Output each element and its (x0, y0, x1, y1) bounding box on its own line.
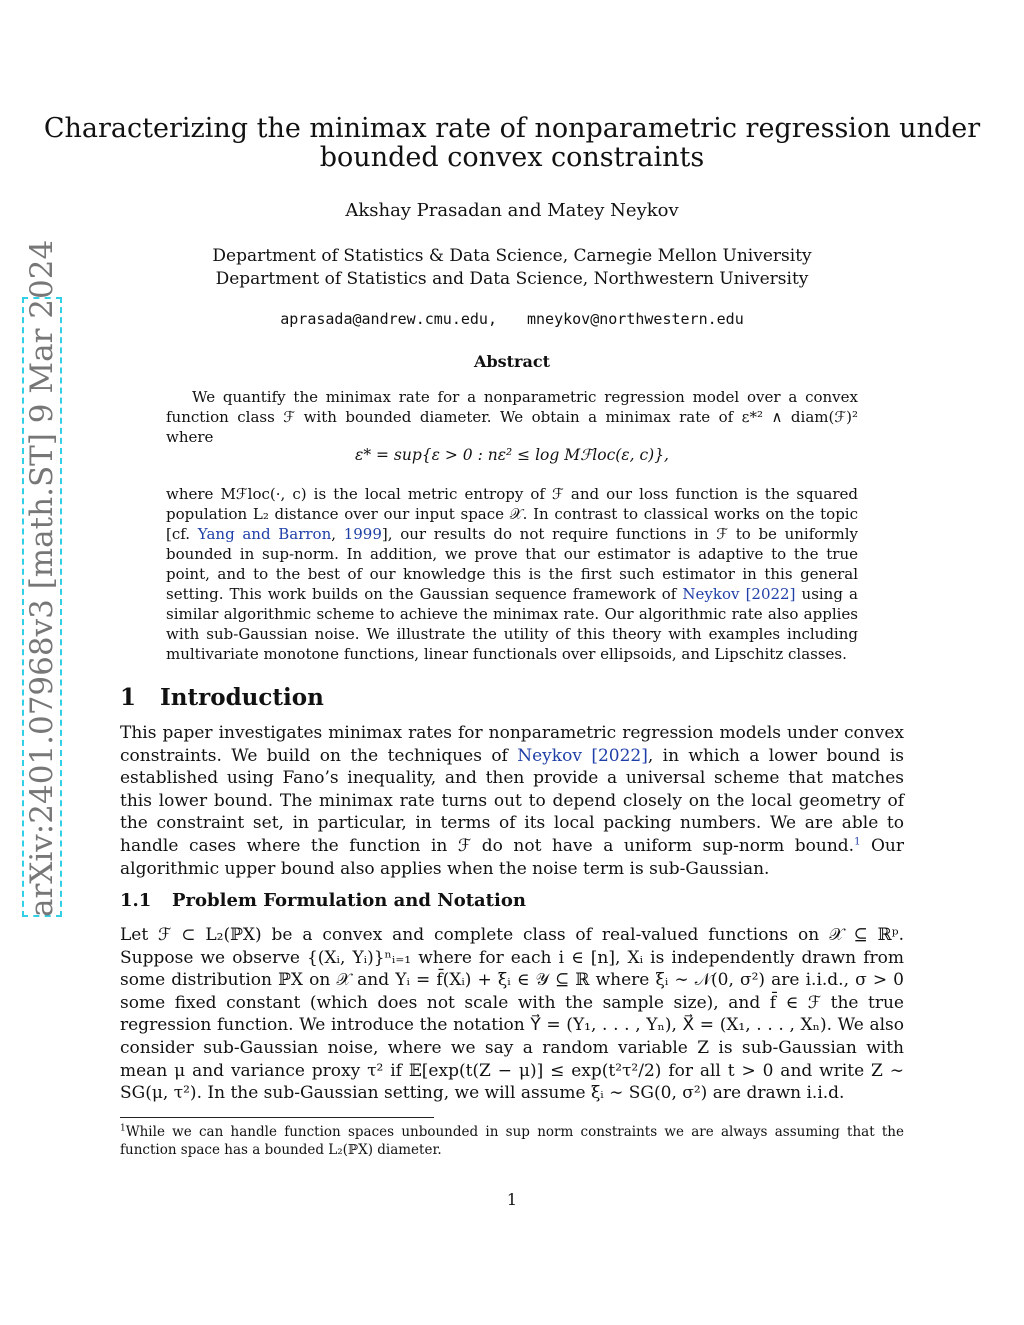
emails (0, 310, 1024, 328)
section-1-1-heading (120, 890, 526, 911)
footnote-ref-1[interactable]: 1 (854, 836, 861, 848)
abstract-text-c: using a similar algorithmic scheme to achieve the minimax rate. Our algorithmic rate also applies with sub-Gaussian noise. We illustrate the utility of this theory with examples including multivariate monotone functions, linear functionals over ellipsoids, and Lipschitz classes. (166, 585, 858, 663)
arxiv-id[interactable]: arXiv:2401.07968v3 [math.ST] 9 Mar 2024 (24, 239, 60, 917)
abstract-para-2: where Mℱloc(·, c) is the local metric entropy of ℱ and our loss function is the squared population L₂ distance over our input space 𝒳. In contrast to classical works on the topic [cf. Yang and Barron, 1999], our results do not require functions in ℱ to be uniformly bounded in sup-norm. In addition, we prove that our estimator is adaptive to the true point, and to the best of our knowledge this is the first such estimator in this general setting. This work builds on the Gaussian sequence framework of Neykov [2022] using a similar algorithmic scheme to achieve the minimax rate. Our algorithmic rate also applies with sub-Gaussian noise. We illustrate the utility of this theory with examples including multivariate monotone functions, linear functionals over ellipsoids, and Lipschitz classes. (166, 485, 858, 663)
cite-neykov-intro-year[interactable]: [2022] (591, 745, 648, 766)
affiliation-cmu: Department of Statistics & Data Science, Carnegie Mellon University (212, 246, 812, 266)
section-1-heading (120, 684, 324, 711)
section-1-1-number: 1.1 (120, 890, 152, 911)
cite-yang-barron-year[interactable]: 1999 (343, 525, 382, 543)
title-line-1: Characterizing the minimax rate of nonparametric regression under (43, 113, 981, 144)
section-1-number: 1 (120, 684, 137, 711)
authors: Akshay Prasadan and Matey Neykov (345, 200, 679, 221)
section-1-paragraph: This paper investigates minimax rates for nonparametric regression models under convex constraints. We build on the techniques of Neykov [2022], in which a lower bound is established using Fano’s inequality, and then provide a universal scheme that matches this lower bound. The minimax rate turns out to depend closely on the local geometry of the constraint set, in particular, in terms of its local packing numbers. We are able to handle cases where the function in ℱ do not have a uniform sup-norm bound.$^1$ Our algorithmic upper bound also applies when the noise term is sub-Gaussian. (120, 723, 905, 879)
cite-neykov-year[interactable]: [2022] (745, 585, 796, 603)
abstract-para-1: We quantify the minimax rate for a nonparametric regression model over a convex function class ℱ with bounded diameter. We obtain a minimax rate of ε*² ∧ diam(ℱ)² where (166, 388, 858, 446)
footnote-mark: 1 (120, 1123, 126, 1134)
section-1-1-title: Problem Formulation and Notation (172, 890, 526, 911)
cite-neykov[interactable]: Neykov (682, 585, 740, 603)
page-number: 1 (506, 1190, 518, 1209)
arxiv-sidebar (20, 239, 64, 919)
title-line-2: bounded convex constraints (319, 142, 705, 173)
section-1-title: Introduction (160, 684, 324, 711)
affiliation-northwestern: Department of Statistics and Data Science, Northwestern University (215, 269, 809, 289)
cite-neykov-intro[interactable]: Neykov (517, 745, 582, 766)
email-prasadan[interactable]: aprasada@andrew.cmu.edu, (280, 310, 497, 328)
footnote (120, 1123, 904, 1159)
footnote-rule (120, 1117, 434, 1118)
section-1-1-paragraph: Let ℱ ⊂ L₂(ℙX) be a convex and complete class of real-valued functions on 𝒳 ⊆ ℝᵖ. Suppose we observe {(Xᵢ, Yᵢ)}ⁿᵢ₌₁ where for each i ∈ [n], Xᵢ is independently drawn from some distribution ℙX on 𝒳 and Yᵢ = f̄(Xᵢ) + ξᵢ ∈ 𝒴 ⊆ ℝ where ξᵢ ∼ 𝒩(0, σ²) are i.i.d., σ > 0 some fixed constant (which does not scale with the sample size), and f̄ ∈ ℱ the true regression function. We introduce the notation Y⃗ = (Y₁, . . . , Yₙ), X⃗ = (X₁, . . . , Xₙ). We also consider sub-Gaussian noise, where we say a random variable Z is sub-Gaussian with mean μ and variance proxy τ² if 𝔼[exp(t(Z − μ)] ≤ exp(t²τ²/2) for all t > 0 and write Z ∼ SG(μ, τ²). In the sub-Gaussian setting, we will assume ξᵢ ∼ SG(0, σ²) are drawn i.i.d. (120, 925, 904, 1104)
paper-title (0, 114, 1024, 172)
footnote-text: While we can handle function spaces unbounded in sup norm constraints we are always assuming that the function space has a bounded L₂(ℙX) diameter. (120, 1124, 904, 1158)
email-neykov[interactable]: mneykov@northwestern.edu (527, 310, 744, 328)
abstract-text-b: ], our results do not require functions in ℱ to be uniformly bounded in sup-norm. In addition, we prove that our estimator is adaptive to the true point, and to the best of our knowledge this is the first such estimator in this general setting. This work builds on the Gaussian sequence framework of (166, 525, 858, 603)
cite-yang-barron[interactable]: Yang and Barron (197, 525, 332, 543)
abstract-equation: ε* = sup{ε > 0 : nε² ≤ log Mℱloc(ε, c)}, (355, 446, 669, 464)
abstract-heading: Abstract (474, 352, 550, 371)
abstract-text-a: where Mℱloc(·, c) is the local metric entropy of ℱ and our loss function is the squared population L₂ distance over our input space 𝒳. In contrast to classical works on the topic [cf. (166, 485, 858, 543)
